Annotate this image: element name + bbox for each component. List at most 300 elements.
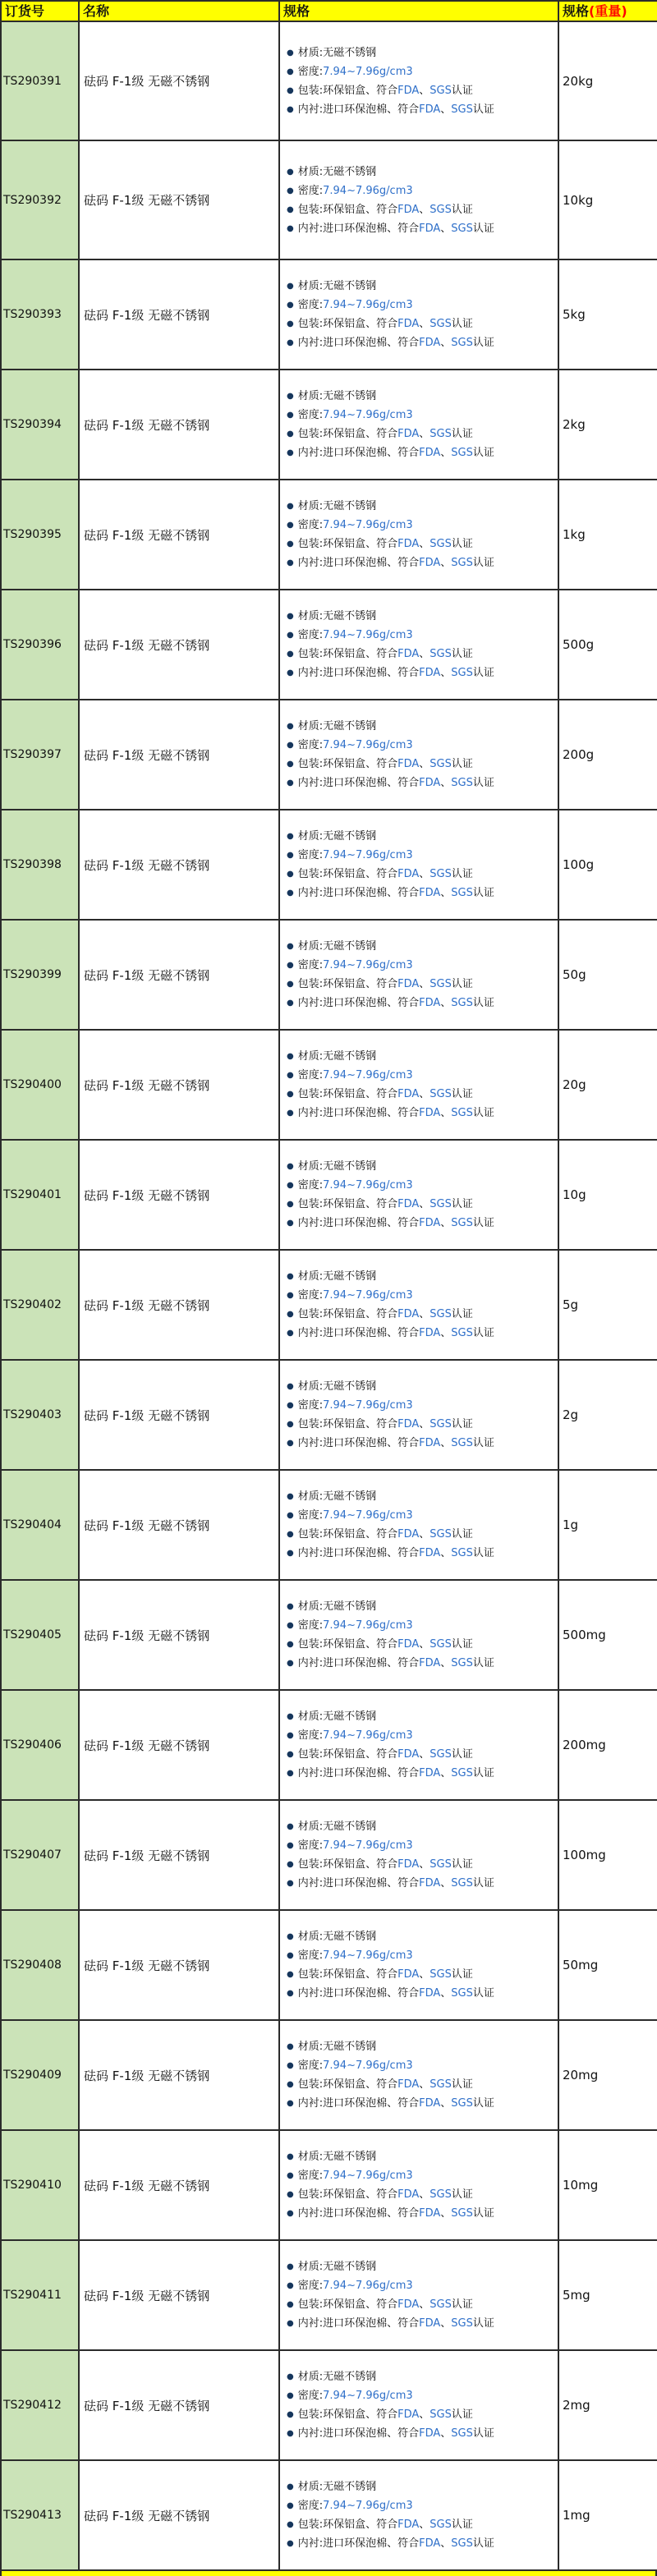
product-name: 砝码 F-1级 无磁不锈钢 [84,2178,210,2193]
spec-text: SGS [451,1877,473,1890]
header-row [1,1,657,21]
order-id-cell [1,1580,79,1690]
bullet-icon: ● [287,2520,294,2529]
spec-text: SGS [451,1217,473,1229]
spec-line [287,1544,556,1563]
spec-text: 内衬:进口环保泡棉、符合 [297,667,420,679]
spec-list [287,1377,556,1453]
weight-value: 50g [563,967,586,982]
spec-text: 材质:无磁不锈钢 [297,165,377,178]
spec-text: SGS [451,2207,473,2220]
table-row [1,810,657,920]
spec-text: SGS [430,868,452,880]
header-weight [558,1,657,21]
spec-text: 7.94~7.96g/cm3 [323,299,413,311]
spec-text: 、 [419,538,430,550]
weight-cell [558,1140,657,1250]
product-name: 砝码 F-1级 无磁不锈钢 [84,1407,210,1423]
spec-line [287,1874,556,1893]
weight-value: 10g [563,1187,586,1202]
spec-line [287,1195,556,1214]
spec-text: FDA [419,1877,441,1890]
spec-text: 密度: [297,1179,324,1192]
bullet-icon: ● [287,2061,294,2070]
spec-text: FDA [397,1418,420,1430]
bullet-icon: ● [287,282,294,291]
spec-text: 材质:无磁不锈钢 [297,2041,377,2053]
spec-cell [279,2350,558,2460]
spec-text: SGS [451,1327,473,1339]
bullet-icon: ● [287,631,294,640]
bullet-icon: ● [287,1659,294,1668]
bullet-icon: ● [287,2209,294,2218]
spec-text: SGS [451,997,473,1009]
spec-text: 、 [419,868,430,880]
product-name-cell [79,2460,279,2570]
spec-line [287,1817,556,1836]
spec-line [287,2405,556,2424]
spec-text: FDA [419,2427,441,2440]
spec-text: 密度: [297,1619,324,1632]
bullet-icon: ● [287,1841,294,1850]
spec-text: 、 [440,447,452,459]
spec-text: 7.94~7.96g/cm3 [323,1399,413,1412]
spec-list [287,2037,556,2113]
bullet-icon: ● [287,961,294,970]
spec-text: FDA [419,1987,441,2000]
weight-value: 20kg [563,73,594,89]
spec-line [287,956,556,975]
spec-text: FDA [397,758,420,770]
spec-list [287,1817,556,1893]
spec-list [287,717,556,792]
spec-text: 、 [419,1968,430,1981]
spec-text: FDA [419,667,441,679]
weight-value: 10mg [563,2178,599,2193]
spec-line [287,425,556,443]
spec-text: SGS [430,1418,452,1430]
bullet-icon: ● [287,2539,294,2548]
bullet-icon: ● [287,558,294,567]
spec-list [287,2477,556,2553]
spec-text: 、 [419,758,430,770]
product-name: 砝码 F-1级 无磁不锈钢 [84,1518,210,1533]
spec-text: FDA [419,1107,441,1119]
spec-text: 包装:环保铝盒、符合 [297,2519,398,2531]
spec-text: 内衬:进口环保泡棉、符合 [297,887,420,899]
spec-text: FDA [419,1437,441,1449]
spec-text: 、 [440,337,452,349]
spec-text: 认证 [472,1987,494,2000]
spec-text: SGS [451,222,473,235]
product-name-cell [79,1470,279,1580]
weight-cell [558,1690,657,1800]
weight-cell [558,1030,657,1140]
spec-text: 认证 [472,447,494,459]
spec-text: 7.94~7.96g/cm3 [323,629,413,641]
weight-value: 5kg [563,307,586,322]
order-id: TS290403 [3,1408,62,1421]
bullet-icon: ● [287,1970,294,1979]
spec-line [287,1104,556,1123]
spec-text: 密度: [297,1289,324,1302]
bullet-icon: ● [287,1731,294,1740]
spec-text: 内衬:进口环保泡棉、符合 [297,222,420,235]
bullet-icon: ● [287,448,294,457]
spec-cell [279,1360,558,1470]
spec-text: 、 [440,1107,452,1119]
spec-text: 、 [440,2427,452,2440]
bullet-icon: ● [287,1052,294,1061]
spec-line [287,2534,556,2553]
spec-text: 包装:环保铝盒、符合 [297,203,398,216]
spec-text: SGS [451,447,473,459]
product-name: 砝码 F-1级 无磁不锈钢 [84,1187,210,1203]
spec-line [287,2037,556,2056]
spec-text: 材质:无磁不锈钢 [297,830,377,843]
spec-text: 认证 [451,2519,473,2531]
order-id: TS290409 [3,2069,62,2082]
spec-line [287,2424,556,2443]
spec-text: 密度: [297,65,324,78]
order-id: TS290402 [3,1298,62,1311]
spec-text: 、 [440,2207,452,2220]
spec-text: 认证 [451,1308,473,1320]
bullet-icon: ● [287,668,294,677]
weight-cell [558,700,657,810]
spec-text: SGS [451,667,473,679]
spec-list [287,1047,556,1123]
spec-line [287,937,556,956]
spec-text: 密度: [297,409,324,421]
spec-line [287,755,556,774]
spec-text: SGS [430,2078,452,2091]
bullet-icon: ● [287,540,294,549]
bullet-icon: ● [287,2372,294,2381]
spec-text: 包装:环保铝盒、符合 [297,1088,398,1100]
spec-text: FDA [419,1327,441,1339]
product-name-cell [79,920,279,1030]
product-name-cell [79,810,279,920]
spec-line [287,1085,556,1104]
spec-text: FDA [419,1217,441,1229]
spec-text: 包装:环保铝盒、符合 [297,1858,398,1871]
product-name: 砝码 F-1级 无磁不锈钢 [84,1628,210,1643]
order-id-cell [1,370,79,480]
bullet-icon: ● [287,2410,294,2419]
spec-text: FDA [397,978,420,990]
bullet-icon: ● [287,1951,294,1960]
bullet-icon: ● [287,392,294,401]
weight-value: 50mg [563,1958,599,1972]
spec-line [287,1047,556,1066]
spec-text: 、 [419,428,430,440]
bullet-icon: ● [287,1200,294,1209]
spec-text: 包装:环保铝盒、符合 [297,978,398,990]
product-name-cell [79,2020,279,2130]
spec-text: 内衬:进口环保泡棉、符合 [297,2537,420,2550]
order-id-cell [1,810,79,920]
bullet-icon: ● [287,319,294,328]
bullet-icon: ● [287,1712,294,1721]
order-id: TS290405 [3,1628,62,1642]
spec-text: 认证 [451,2298,473,2311]
spec-text: 、 [419,2188,430,2201]
bullet-icon: ● [287,204,294,214]
spec-line [287,1506,556,1525]
weight-value: 5mg [563,2288,590,2303]
spec-line [287,1984,556,2003]
spec-line [287,2386,556,2405]
spec-text: 材质:无磁不锈钢 [297,1931,377,1943]
bullet-icon: ● [287,612,294,621]
spec-text: FDA [397,1088,420,1100]
spec-cell [279,1140,558,1250]
spec-text: SGS [451,1437,473,1449]
spec-text: FDA [397,428,420,440]
order-id: TS290391 [3,74,62,88]
spec-text: 包装:环保铝盒、符合 [297,428,398,440]
spec-text: 内衬:进口环保泡棉、符合 [297,557,420,569]
bullet-icon: ● [287,2190,294,2199]
spec-text: SGS [451,1987,473,2000]
spec-text: 、 [419,1088,430,1100]
bullet-icon: ● [287,2099,294,2108]
weight-cell [558,2130,657,2240]
spec-line [287,2094,556,2113]
weight-cell [558,2240,657,2350]
spec-text: FDA [397,2408,420,2421]
spec-text: 认证 [472,887,494,899]
spec-text: 密度: [297,1949,324,1962]
product-name: 砝码 F-1级 无磁不锈钢 [84,2068,210,2083]
spec-list [287,1597,556,1673]
order-id-cell [1,1470,79,1580]
spec-text: 包装:环保铝盒、符合 [297,2078,398,2091]
bullet-icon: ● [287,999,294,1008]
bullet-icon: ● [287,650,294,659]
product-name: 砝码 F-1级 无磁不锈钢 [84,1297,210,1313]
spec-text: 认证 [472,2537,494,2550]
spec-text: FDA [397,1198,420,1210]
spec-text: FDA [419,103,441,116]
weight-value: 1g [563,1518,579,1532]
spec-text: 内衬:进口环保泡棉、符合 [297,1657,420,1669]
spec-text: 包装:环保铝盒、符合 [297,1638,398,1651]
spec-text: 认证 [451,648,473,660]
weight-value: 100mg [563,1848,606,1862]
bullet-icon: ● [287,1310,294,1319]
weight-cell [558,259,657,370]
spec-text: 认证 [451,868,473,880]
spec-text: 7.94~7.96g/cm3 [323,184,413,197]
spec-line [287,736,556,755]
spec-text: SGS [451,103,473,116]
spec-text: FDA [419,337,441,349]
spec-text: SGS [430,1968,452,1981]
weight-value: 5g [563,1297,579,1312]
spec-line [287,62,556,81]
bullet-icon: ● [287,1822,294,1831]
spec-text: 密度: [297,959,324,971]
spec-text: 包装:环保铝盒、符合 [297,84,398,97]
spec-text: 认证 [451,203,473,216]
spec-text: 7.94~7.96g/cm3 [323,739,413,751]
spec-text: 、 [419,648,430,660]
spec-text: 包装:环保铝盒、符合 [297,1528,398,1541]
spec-text: 内衬:进口环保泡棉、符合 [297,447,420,459]
spec-text: 材质:无磁不锈钢 [297,940,377,953]
header-name-label: 名称 [83,2,110,19]
spec-text: 密度: [297,184,324,197]
bullet-icon: ● [287,1162,294,1171]
spec-line [287,1927,556,1946]
spec-line [287,2367,556,2386]
product-name: 砝码 F-1级 无磁不锈钢 [84,747,210,763]
spec-text: FDA [397,1528,420,1541]
order-id-cell [1,2240,79,2350]
weight-value: 2g [563,1407,579,1422]
spec-text: 、 [419,1638,430,1651]
spec-text: 材质:无磁不锈钢 [297,280,377,292]
bullet-icon: ● [287,1420,294,1429]
spec-text: FDA [397,1858,420,1871]
order-id-cell [1,2460,79,2570]
spec-text: 认证 [472,777,494,789]
spec-text: SGS [430,318,452,330]
bullet-icon: ● [287,851,294,860]
bullet-icon: ● [287,1750,294,1759]
spec-line [287,81,556,100]
bullet-icon: ● [287,1181,294,1190]
spec-text: FDA [397,1748,420,1761]
spec-text: 认证 [472,1107,494,1119]
spec-line [287,2515,556,2534]
spec-text: 材质:无磁不锈钢 [297,1821,377,1833]
spec-text: 7.94~7.96g/cm3 [323,409,413,421]
weight-cell [558,1470,657,1580]
spec-text: SGS [451,2427,473,2440]
spec-text: 认证 [472,2317,494,2330]
bullet-icon: ● [287,186,294,195]
spec-text: 、 [440,1987,452,2000]
spec-text: FDA [419,1767,441,1779]
spec-text: 认证 [472,1877,494,1890]
spec-line [287,994,556,1012]
order-id: TS290398 [3,858,62,871]
spec-text: 内衬:进口环保泡棉、符合 [297,1877,420,1890]
spec-line [287,100,556,119]
bullet-icon: ● [287,2429,294,2438]
weight-cell [558,140,657,259]
bullet-icon: ● [287,429,294,439]
spec-text: 密度: [297,2500,324,2512]
spec-text: 、 [440,1877,452,1890]
spec-text: 密度: [297,2280,324,2292]
spec-text: SGS [451,1547,473,1559]
spec-text: 包装:环保铝盒、符合 [297,1748,398,1761]
bullet-icon: ● [287,1602,294,1611]
spec-cell [279,2460,558,2570]
spec-line [287,1434,556,1453]
weight-value: 200mg [563,1738,606,1752]
product-name: 砝码 F-1级 无磁不锈钢 [84,1738,210,1753]
spec-text: 7.94~7.96g/cm3 [323,65,413,78]
spec-text: SGS [430,1198,452,1210]
order-id: TS290408 [3,1958,62,1972]
order-id-cell [1,1800,79,1910]
table-row [1,1690,657,1800]
spec-text: 、 [440,1657,452,1669]
weight-value: 1mg [563,2508,590,2523]
spec-line [287,535,556,553]
spec-text: 材质:无磁不锈钢 [297,1160,377,1173]
spec-text: 、 [419,2519,430,2531]
spec-text: 、 [419,2078,430,2091]
order-id-cell [1,700,79,810]
product-name: 砝码 F-1级 无磁不锈钢 [84,1848,210,1863]
spec-text: 密度: [297,1839,324,1852]
spec-text: 、 [440,1767,452,1779]
spec-cell [279,2130,558,2240]
spec-line [287,664,556,682]
order-id-cell [1,1030,79,1140]
spec-text: 7.94~7.96g/cm3 [323,1949,413,1962]
spec-text: FDA [419,447,441,459]
spec-text: 、 [419,1418,430,1430]
spec-text: 包装:环保铝盒、符合 [297,758,398,770]
bullet-icon: ● [287,832,294,841]
spec-text: FDA [419,777,441,789]
spec-line [287,717,556,736]
spec-text: 材质:无磁不锈钢 [297,2261,377,2273]
spec-text: FDA [397,2519,420,2531]
spec-text: 材质:无磁不锈钢 [297,46,377,59]
order-id-cell [1,140,79,259]
spec-text: 、 [419,1748,430,1761]
bullet-icon: ● [287,1530,294,1539]
spec-line [287,975,556,994]
bullet-icon: ● [287,104,294,114]
table-row [1,140,657,259]
table-row [1,920,657,1030]
bullet-icon: ● [287,2042,294,2051]
spec-text: SGS [430,1638,452,1651]
spec-cell [279,1030,558,1140]
spec-text: 、 [440,2537,452,2550]
spec-text: 7.94~7.96g/cm3 [323,2280,413,2292]
spec-text: 7.94~7.96g/cm3 [323,2500,413,2512]
spec-line [287,219,556,238]
spec-text: 密度: [297,519,324,531]
spec-text: 、 [440,2097,452,2110]
table-row [1,1470,657,1580]
spec-text: 、 [440,887,452,899]
spec-text: FDA [397,1308,420,1320]
spec-text: 内衬:进口环保泡棉、符合 [297,1327,420,1339]
order-id: TS290413 [3,2509,62,2522]
table-row [1,1580,657,1690]
spec-text: 、 [419,2298,430,2311]
table-row [1,1360,657,1470]
spec-cell [279,590,558,700]
product-name-cell [79,1360,279,1470]
spec-text: 认证 [451,318,473,330]
product-name: 砝码 F-1级 无磁不锈钢 [84,2398,210,2413]
table-row [1,1250,657,1360]
spec-text: 认证 [472,2097,494,2110]
order-id-cell [1,1690,79,1800]
